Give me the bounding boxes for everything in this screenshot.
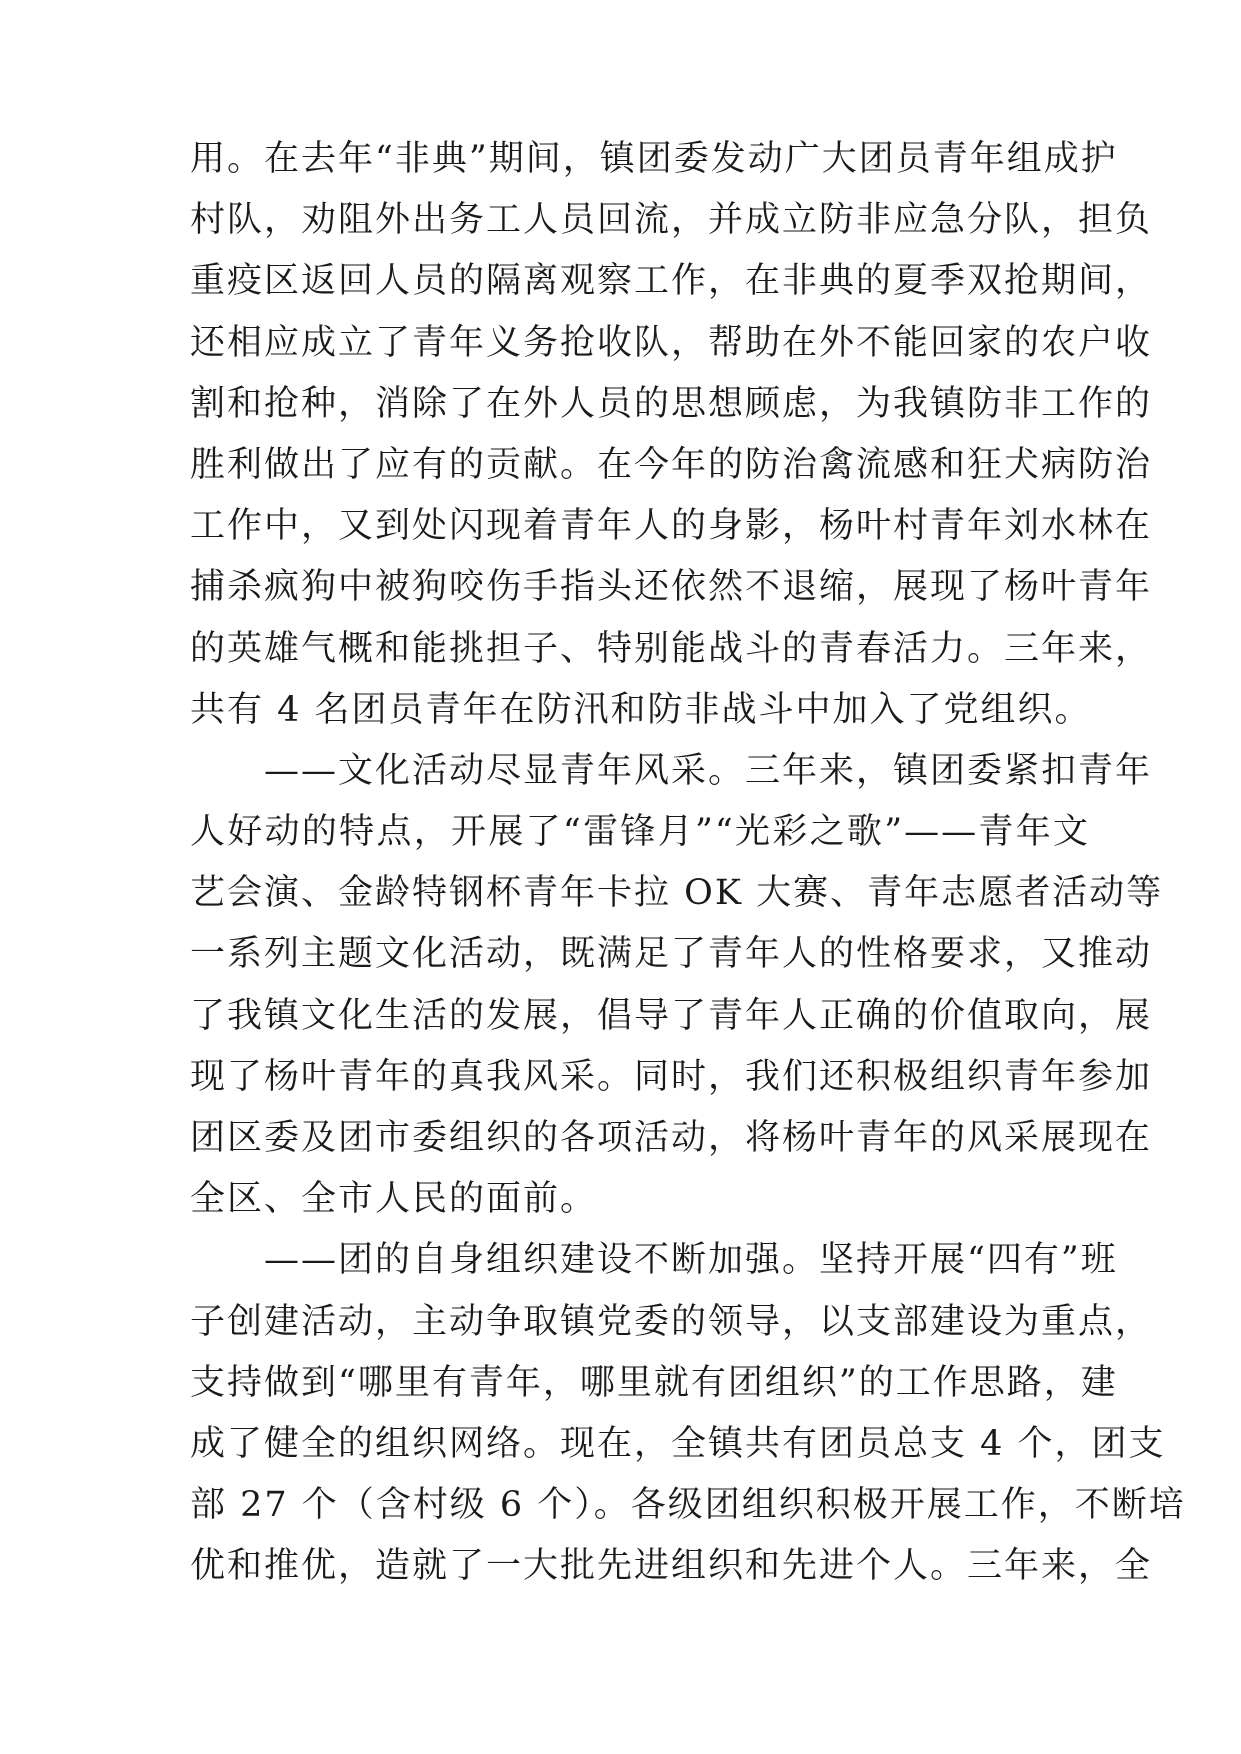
text-line: 共有 4 名团员青年在防汛和防非战斗中加入了党组织。 — [190, 689, 1092, 730]
text-line: 人好动的特点，开展了“雷锋月”“光彩之歌”——青年文 — [190, 812, 1090, 853]
text-line: 还相应成立了青年义务抢收队，帮助在外不能回家的农户收 — [190, 322, 1153, 363]
text-line: 重疫区返回人员的隔离观察工作，在非典的夏季双抢期间， — [190, 261, 1153, 302]
text-line: 用。在去年“非典”期间，镇团委发动广大团员青年组成护 — [190, 139, 1118, 179]
text-line: 团区委及团市委组织的各项活动，将杨叶青年的风采展现在 — [190, 1118, 1153, 1158]
text-line: 割和抢种，消除了在外人员的思想顾虑，为我镇防非工作的 — [190, 383, 1153, 424]
text-line: ——团的自身组织建设不断加强。坚持开展“四有”班 — [190, 1240, 1118, 1281]
text-line: 成了健全的组织网络。现在，全镇共有团员总支 4 个，团支 — [190, 1423, 1166, 1464]
text-line: ——文化活动尽显青年风采。三年来，镇团委紧扣青年 — [190, 750, 1153, 791]
document-body — [190, 129, 1186, 1598]
text-line: 艺会演、金龄特钢杯青年卡拉 OK 大赛、青年志愿者活动等 — [190, 873, 1164, 914]
text-line: 胜利做出了应有的贡献。在今年的防治禽流感和狂犬病防治 — [190, 444, 1153, 485]
text-line: 工作中，又到处闪现着青年人的身影，杨叶村青年刘水林在 — [190, 506, 1153, 547]
text-line: 的英雄气概和能挑担子、特别能战斗的青春活力。三年来， — [190, 628, 1153, 669]
text-line: 全区、全市人民的面前。 — [190, 1179, 598, 1220]
text-line: 一系列主题文化活动，既满足了青年人的性格要求，又推动 — [190, 934, 1153, 975]
text-line: 支持做到“哪里有青年，哪里就有团组织”的工作思路，建 — [190, 1362, 1118, 1403]
text-line: 现了杨叶青年的真我风采。同时，我们还积极组织青年参加 — [190, 1056, 1153, 1097]
text-line: 捕杀疯狗中被狗咬伤手指头还依然不退缩，展现了杨叶青年 — [190, 567, 1153, 608]
text-line: 优和推优，造就了一大批先进组织和先进个人。三年来，全 — [190, 1546, 1153, 1587]
text-line: 村队，劝阻外出务工人员回流，并成立防非应急分队，担负 — [190, 200, 1153, 241]
text-line: 了我镇文化生活的发展，倡导了青年人正确的价值取向，展 — [190, 995, 1153, 1036]
text-line: 子创建活动，主动争取镇党委的领导，以支部建设为重点， — [190, 1301, 1153, 1342]
text-line: 部 27 个（含村级 6 个）。各级团组织积极开展工作，不断培 — [190, 1485, 1186, 1526]
